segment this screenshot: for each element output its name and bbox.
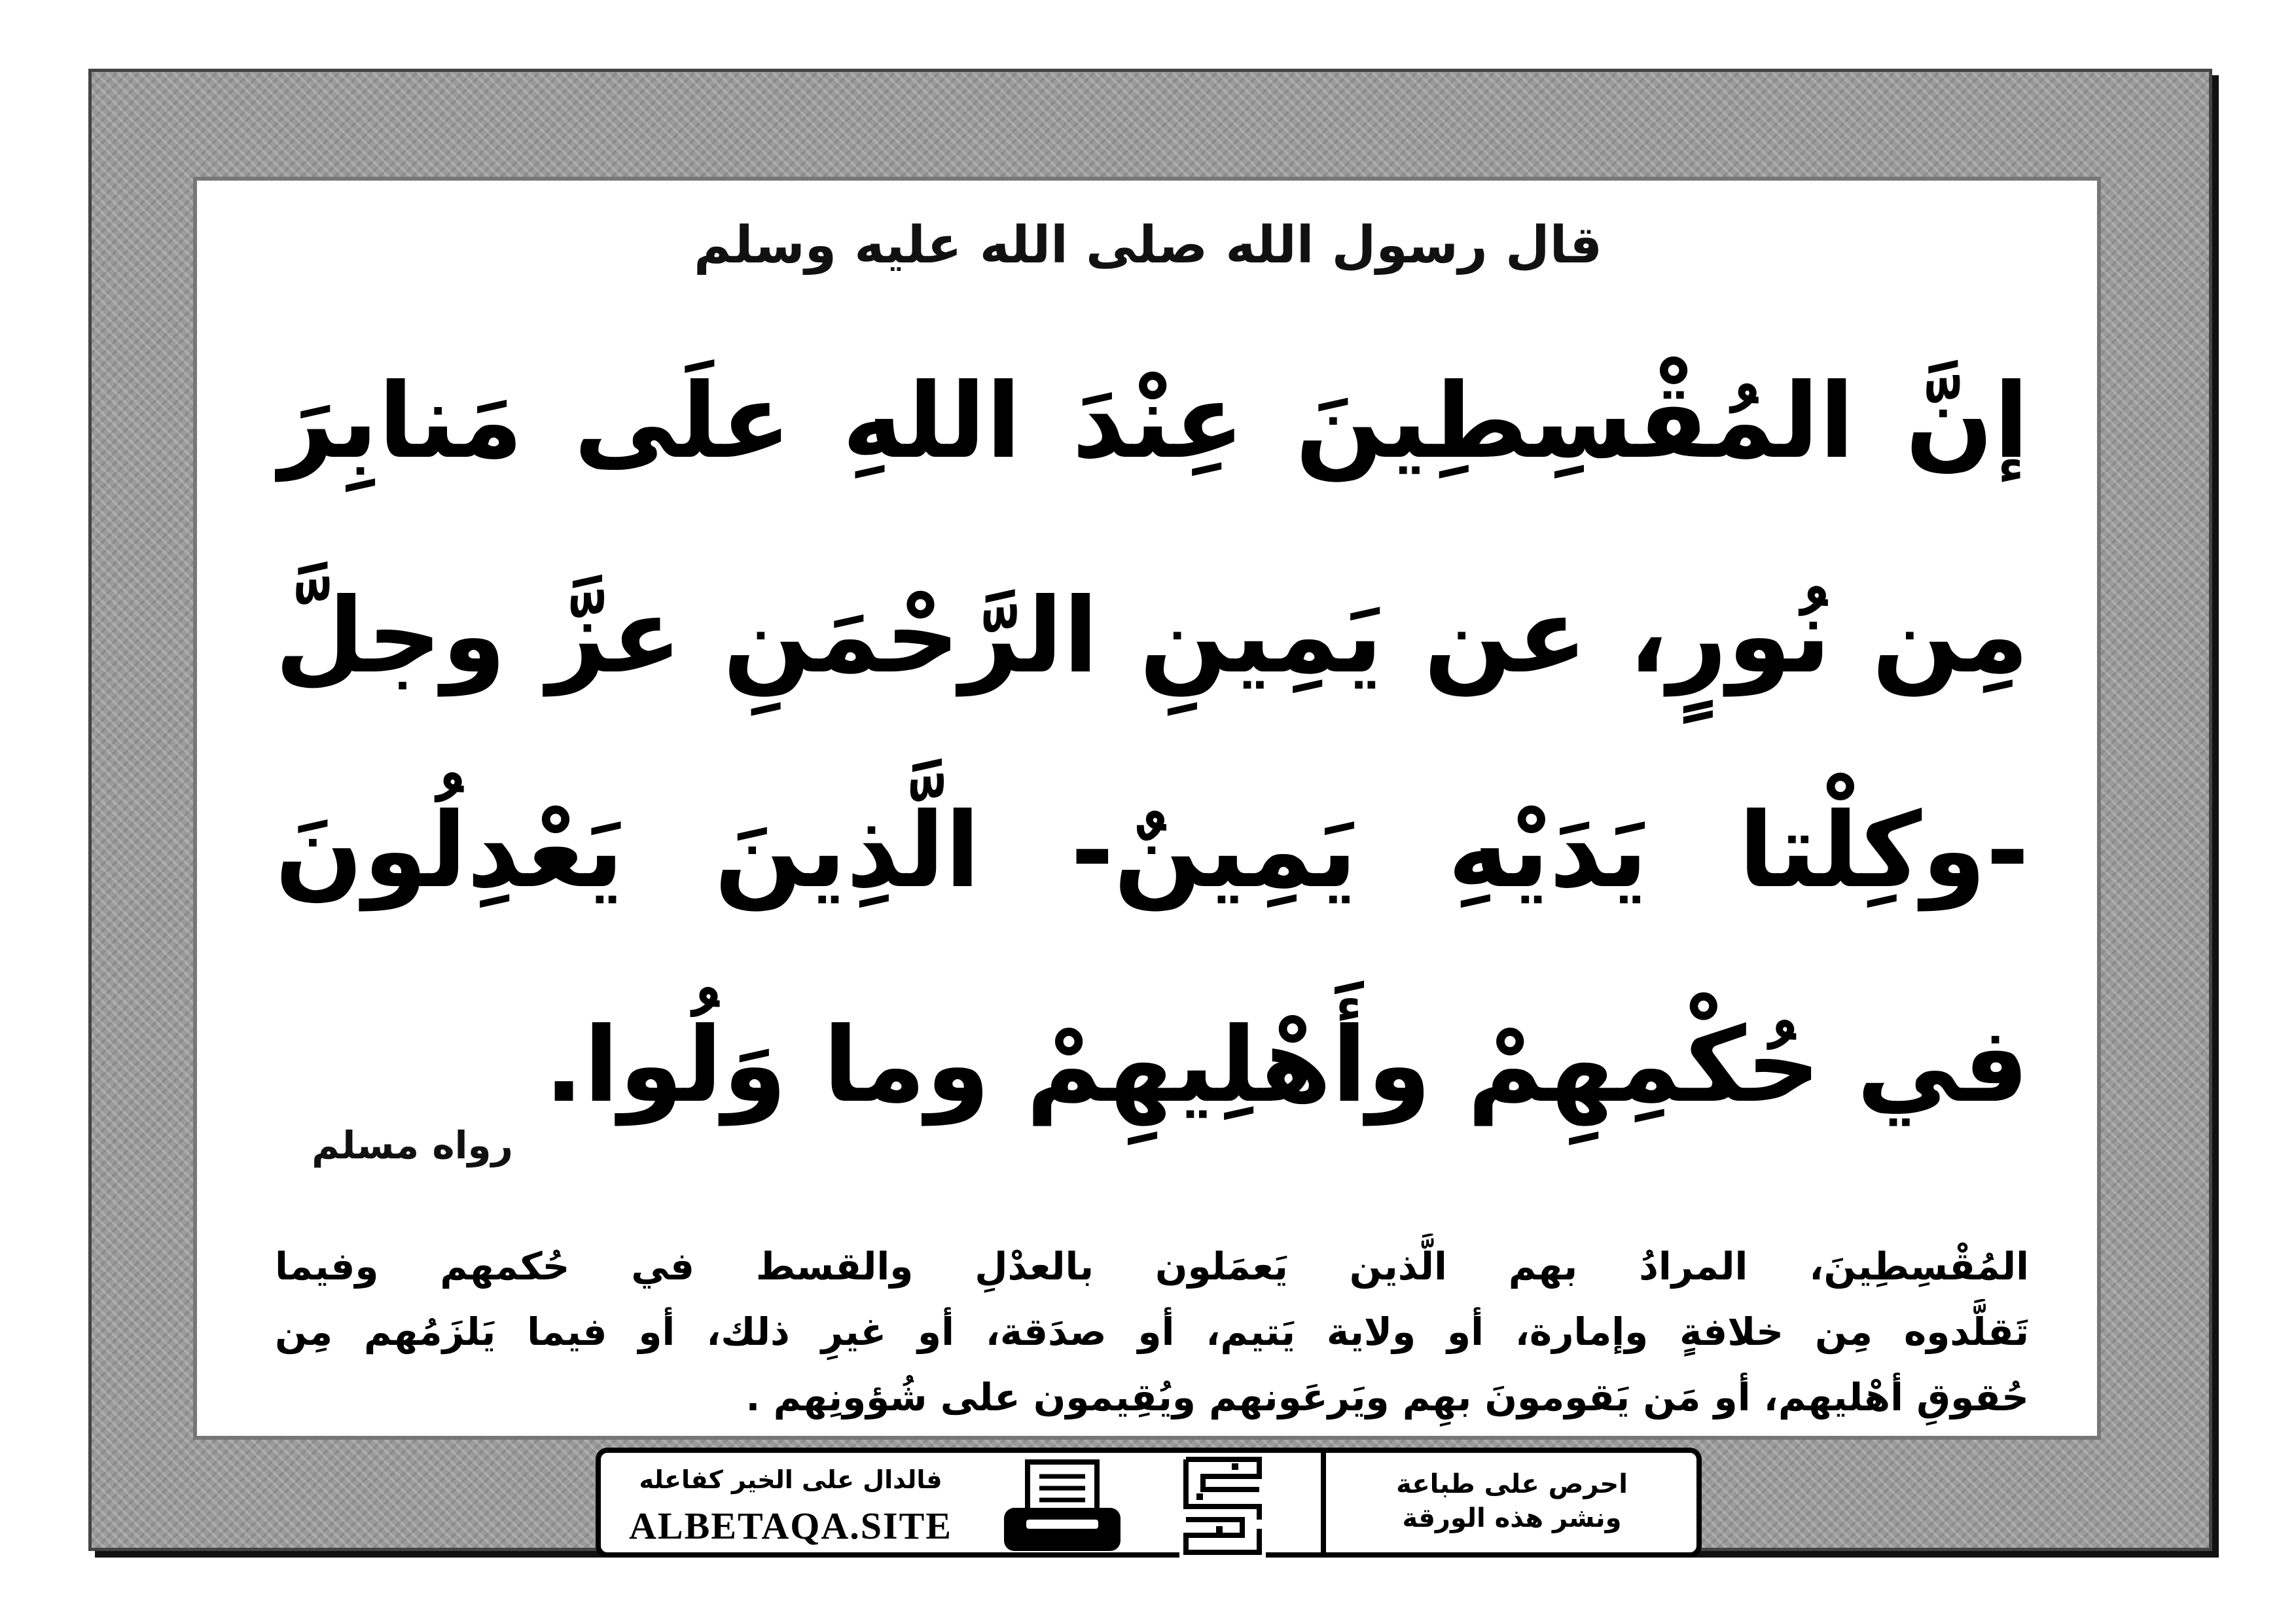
- hadith-line: إنَّ المُقْسِطِينَ عِنْدَ اللهِ علَى مَنابِرَ: [275, 361, 2029, 482]
- explanation-text: [275, 1234, 2029, 1430]
- explanation-line: تَقلَّدوه مِن خلافةٍ وإمارة، أو ولاية يَتيم، أو صدَقة، أو غيرِ ذلك، أو فيما يَلزَمُهم مِن: [275, 1310, 2029, 1354]
- footer-divider: [1321, 1453, 1326, 1552]
- explanation-line: حُقوقِ أهْليهم، أو مَن يَقومونَ بهِم ويَرعَونهم ويُقِيمون على شُؤونِهم .: [745, 1375, 2029, 1419]
- footer-tagline: فالدال على الخير كفاعله: [639, 1465, 942, 1494]
- footer-banner: [596, 1448, 1702, 1558]
- footer-print-note: [1327, 1453, 1696, 1552]
- hadith-line: في حُكْمِهِمْ وأَهْلِيهِمْ وما وَلُوا.: [544, 1005, 2029, 1126]
- print-note-line: احرص على طباعة: [1396, 1469, 1628, 1499]
- print-note-line: ونشر هذه الورقة: [1402, 1503, 1622, 1533]
- footer-site-block: [601, 1453, 980, 1552]
- page-title: قال رسول الله صلى الله عليه وسلم: [693, 216, 1603, 275]
- hadith-text: [275, 314, 2029, 1173]
- hadith-source: رواه مسلم: [312, 1123, 513, 1168]
- dawatuna-logo: [1177, 1450, 1268, 1560]
- printer-icon: [1000, 1458, 1124, 1556]
- hadith-line: مِن نُورٍ، عن يَمِينِ الرَّحْمَنِ عزَّ وجلَّ: [275, 576, 2029, 696]
- footer-site-link[interactable]: ALBETAQA.SITE: [629, 1505, 952, 1547]
- explanation-line: المُقْسِطِينَ، المرادُ بهم الَّذين يَعمَلون بالعدْلِ والقسط في حُكمهم وفيما: [275, 1244, 2029, 1289]
- hadith-line: -وكِلْتا يَدَيْهِ يَمِينٌ- الَّذِينَ يَعْدِلُونَ: [275, 791, 2029, 911]
